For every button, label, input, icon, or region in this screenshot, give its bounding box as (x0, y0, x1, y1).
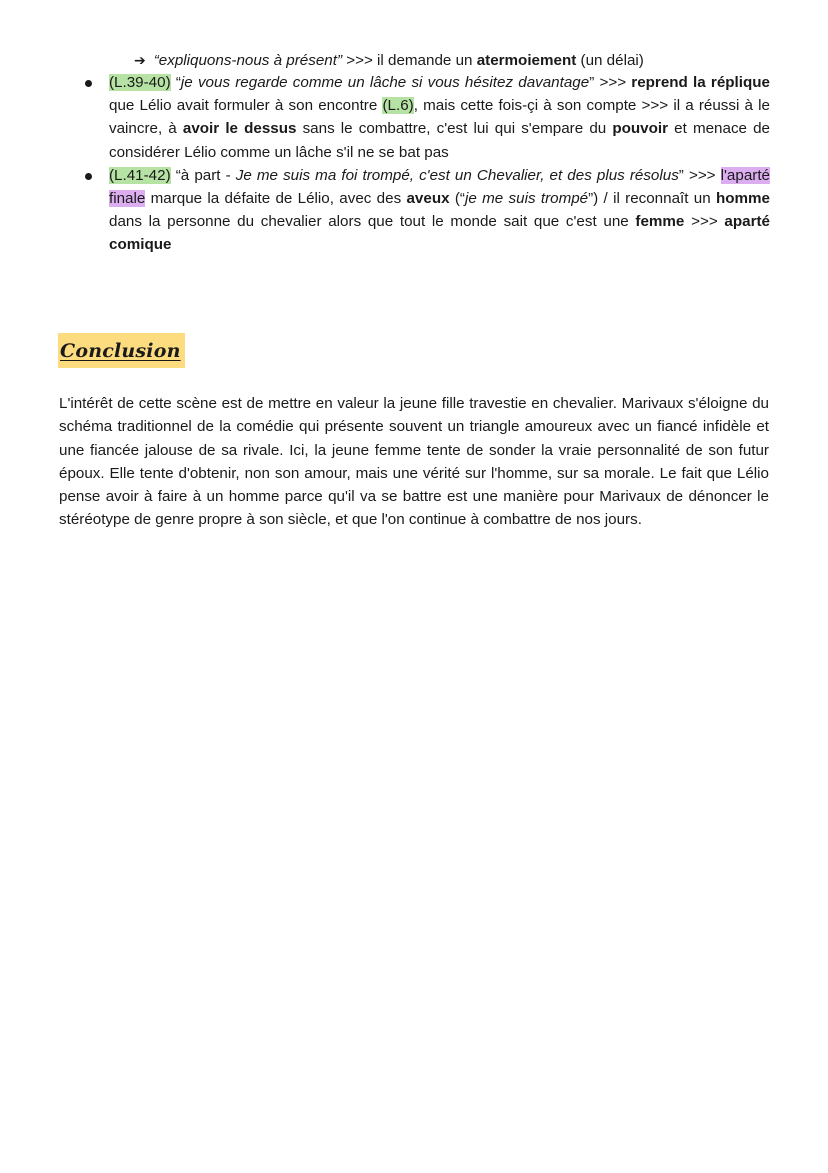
arrow-icon: ➔ (134, 53, 146, 69)
line-reference: (L.41-42) (109, 166, 171, 184)
analysis-arrow-line: ➔ “expliquons-nous à présent” >>> il demande un atermoiement (un délai) (134, 52, 644, 69)
keyword: aparté comique (109, 213, 770, 254)
bullet-dot-icon (85, 80, 92, 87)
analysis-bullet-list (84, 71, 770, 257)
line-reference: (L.6) (382, 97, 414, 115)
bullet-dot-icon (85, 173, 92, 180)
bullet-item: (L.39-40) “je vous regarde comme un lâche si vous hésitez davantage” >>> reprend la réplique que Lélio avait formuler à son encontre (L.6), mais cette fois-çi à son compte >>> il a réussi à le vaincre, à avoir le dessus sans le combattre, c'est lui qui s'empare du pouvoir et menace de considérer Lélio comme un lâche s'il ne se bat pas (84, 71, 770, 164)
quote: “expliquons-nous à présent” (153, 52, 342, 69)
keyword: femme (635, 213, 685, 231)
quote: je vous regarde comme un lâche si vous hésitez davantage (180, 74, 590, 91)
keyword: atermoiement (476, 52, 577, 69)
keyword: avoir le dessus (182, 120, 297, 138)
keyword: homme (715, 190, 770, 208)
conclusion-heading-text: Conclusion (60, 339, 181, 362)
quote: Je me suis ma foi trompé, c'est un Chevalier, et des plus résolus (235, 166, 679, 184)
conclusion-heading (58, 333, 185, 368)
keyword: aveux (406, 190, 450, 208)
keyword: reprend la réplique (631, 74, 770, 91)
keyword: pouvoir (612, 120, 669, 138)
line-reference: (L.39-40) (109, 74, 171, 91)
bullet-item: (L.41-42) “à part - Je me suis ma foi trompé, c'est un Chevalier, et des plus résolus” >>> l'aparté finale marque la défaite de Lélio, avec des aveux (“je me suis trompé”) / il reconnaît un homme dans la personne du chevalier alors que tout le monde sait que c'est une femme >>> aparté comique (84, 164, 770, 257)
highlighted-term: l'aparté finale (109, 166, 770, 208)
quote: je me suis trompé (465, 190, 589, 208)
conclusion-paragraph: L'intérêt de cette scène est de mettre en valeur la jeune fille travestie en chevalier. Marivaux s'éloigne du schéma traditionnel de la comédie qui présente souvent un triangle amoureux avec un fiancé infidèle et une fiancée jalouse de sa rivale. Ici, la jeune femme tente de sonder la vraie personnalité de son futur époux. Elle tente d'obtenir, non son amour, mais une vérité sur l'homme, sur sa morale. Le fait que Lélio pense avoir à faire à un homme parce qu'il va se battre est une manière pour Marivaux de dénoncer le stéréotype de genre propre à son siècle, et que l'on continue à combattre de nos jours. (59, 395, 769, 529)
